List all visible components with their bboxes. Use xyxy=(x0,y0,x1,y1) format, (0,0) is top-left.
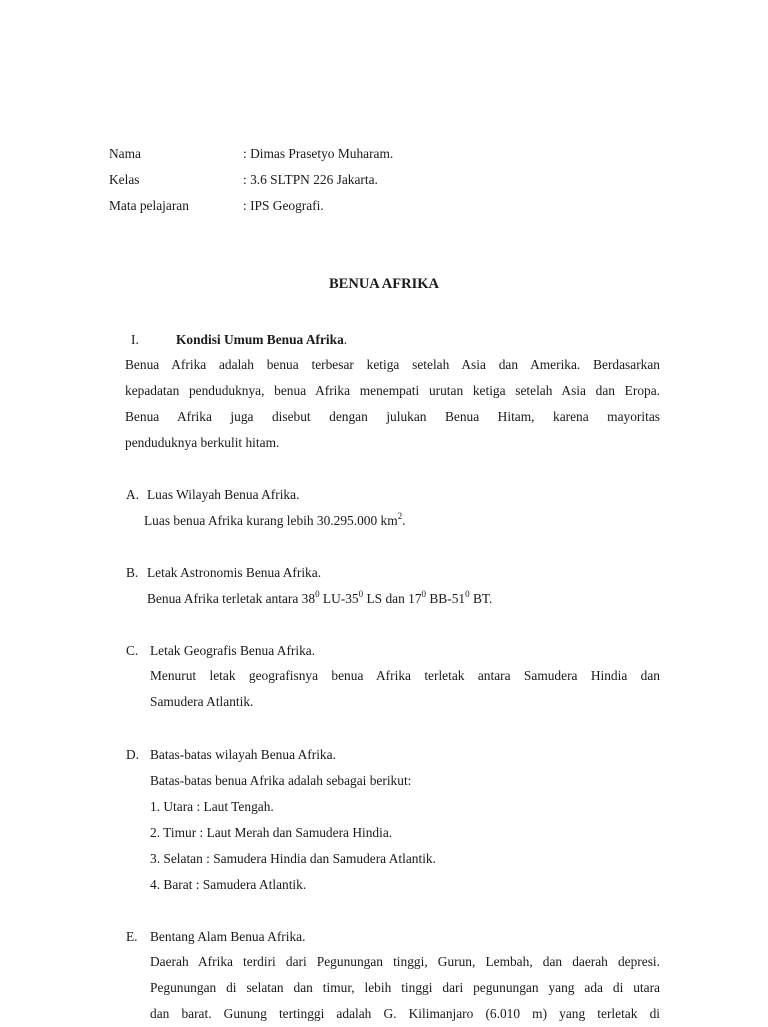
sub-b-heading: Letak Astronomis Benua Afrika. xyxy=(147,565,322,580)
subject-label: Mata pelajaran xyxy=(109,198,189,213)
list-item: 1. Utara : Laut Tengah. xyxy=(150,799,274,814)
sub-e-letter: E. xyxy=(126,929,138,944)
paragraph-line: dan barat. Gunung tertinggi adalah G. Kilimanjaro (6.010 m) yang terletak di xyxy=(150,1006,660,1021)
superscript: 0 xyxy=(421,588,427,599)
text-segment: BB-51 xyxy=(426,591,466,606)
superscript: 0 xyxy=(465,588,470,599)
section-number: I. xyxy=(131,332,139,347)
sub-a-body xyxy=(144,510,406,529)
section-heading-dot: . xyxy=(343,332,348,347)
name-value: : Dimas Prasetyo Muharam. xyxy=(243,146,394,161)
class-value: : 3.6 SLTPN 226 Jakarta. xyxy=(243,172,378,187)
text-segment: LS dan 17 xyxy=(363,591,422,606)
list-item: 4. Barat : Samudera Atlantik. xyxy=(150,877,307,892)
paragraph-line: kepadatan penduduknya, benua Afrika menempati urutan ketiga setelah Asia dan Eropa. xyxy=(125,383,660,398)
paragraph-line: Benua Afrika adalah benua terbesar ketiga setelah Asia dan Amerika. Berdasarkan xyxy=(125,357,660,372)
sub-a-body-text: Luas benua Afrika kurang lebih 30.295.000 km xyxy=(144,513,398,528)
sub-b-letter: B. xyxy=(126,565,139,580)
sub-d-intro: Batas-batas benua Afrika adalah sebagai berikut: xyxy=(150,773,412,788)
paragraph-line: Benua Afrika juga disebut dengan julukan Benua Hitam, karena mayoritas xyxy=(125,409,660,424)
sub-a-heading: Luas Wilayah Benua Afrika. xyxy=(147,487,300,502)
superscript: 2 xyxy=(397,510,403,521)
subject-value: : IPS Geografi. xyxy=(243,198,324,213)
sub-d-heading: Batas-batas wilayah Benua Afrika. xyxy=(150,747,336,762)
text-segment: BT. xyxy=(469,591,493,606)
text-segment: Benua Afrika terletak antara 38 xyxy=(147,591,316,606)
paragraph-line: Pegunungan di selatan dan timur, lebih tinggi dari pegunungan yang ada di utara xyxy=(150,980,660,995)
paragraph-line: Samudera Atlantik. xyxy=(150,694,254,709)
text-segment: LU-35 xyxy=(319,591,359,606)
superscript: 0 xyxy=(358,588,364,599)
sub-e-heading: Bentang Alam Benua Afrika. xyxy=(150,929,306,944)
sub-a-letter: A. xyxy=(126,487,140,502)
sub-c-letter: C. xyxy=(126,643,139,658)
list-item: 2. Timur : Laut Merah dan Samudera Hindia. xyxy=(150,825,393,840)
sub-c-heading: Letak Geografis Benua Afrika. xyxy=(150,643,316,658)
paragraph-line: Daerah Afrika terdiri dari Pegunungan tinggi, Gurun, Lembah, dan daerah depresi. xyxy=(150,954,660,969)
class-label: Kelas xyxy=(109,172,140,187)
sub-d-letter: D. xyxy=(126,747,140,762)
paragraph-line: penduduknya berkulit hitam. xyxy=(125,435,280,450)
section-heading xyxy=(176,332,347,348)
section-heading-text: Kondisi Umum Benua Afrika xyxy=(176,332,344,347)
section1-paragraph xyxy=(125,352,660,456)
document-title: BENUA AFRIKA xyxy=(329,276,439,292)
sub-c-paragraph xyxy=(150,663,660,715)
superscript: 0 xyxy=(315,588,320,599)
list-item: 3. Selatan : Samudera Hindia dan Samudera Atlantik. xyxy=(150,851,436,866)
sub-a-body-end: . xyxy=(402,513,406,528)
paragraph-line: Menurut letak geografisnya benua Afrika terletak antara Samudera Hindia dan xyxy=(150,668,660,683)
sub-b-body xyxy=(147,588,493,607)
name-label: Nama xyxy=(109,146,141,161)
sub-e-paragraph xyxy=(150,949,660,1027)
